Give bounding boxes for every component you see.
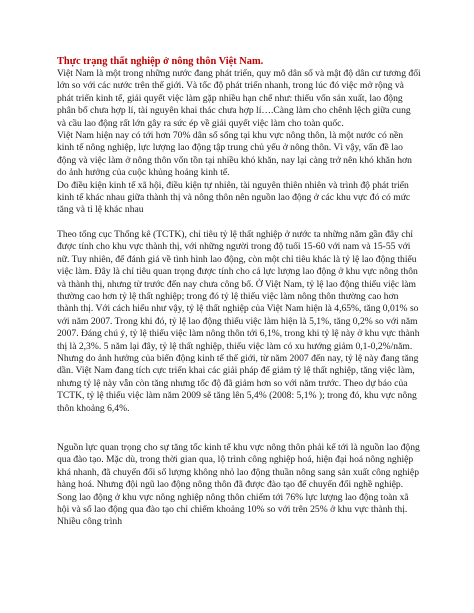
document-title: Thực trạng thất nghiệp ở nông thôn Việt Nam. <box>57 56 264 67</box>
paragraph-spacer <box>57 415 422 442</box>
paragraph-1: Việt Nam là một trong những nước đang phát triển, quy mô dân số và mật độ dân cư tương đối lớn so với các nước trên thế giới. Và tốc độ phát triển nhanh, trong lúc đó việc mở rộng và phát triển kinh tế, giải quyết việc làm gặp nhiều hạn chế như: thiếu vốn sản xuất, lao động phân bố chưa hợp lí, tài nguyên khai thác chưa hợp lí….Càng làm cho chênh lệch giữa cung và cầu lao động rất lớn gây ra sức ép về giải quyết việc làm cho toàn quốc. <box>57 68 421 129</box>
document-page <box>57 55 422 529</box>
paragraph-3: Do điều kiện kinh tế xã hội, điều kiện tự nhiên, tài nguyên thiên nhiên và trình độ phát triển kinh tế khác nhau giữa thành thị và nông thôn nên nguồn lao động ở các khu vực đó có mức tăng và tỉ lệ khác nhau <box>57 179 411 216</box>
paragraph-spacer <box>57 217 422 229</box>
paragraph-5: Nguồn lực quan trọng cho sự tăng tốc kinh tế khu vực nông thôn phải kể tới là nguồn lao động qua đào tạo. Mặc dù, trong thời gian qua, lộ trình công nghiệp hoá, hiện đại hoá nông nghiệp khá nhanh, đã chuyển đổi số lượng không nhỏ lao động thuần nông sang sản xuất công nghiệp hàng hoá. Nhưng đội ngũ lao động nông thôn đã được đào tạo để chuyển đổi nghề nghiệp. Song lao động ở khu vực nông nghiệp nông thôn chiếm tới 76% lực lượng lao động toàn xã hội và số lao động qua đào tạo chỉ chiếm khoảng 10% so với trên 25% ở khu vực thành thị. Nhiều công trình <box>57 441 420 528</box>
paragraph-2: Việt Nam hiện nay có tới hơn 70% dân số sống tại khu vực nông thôn, là một nước có nền kinh tế nông nghiệp, lực lượng lao động tập trung chủ yếu ở nông thôn. Vì vậy, vấn đề lao động và việc làm ở nông thôn vốn tồn tại nhiều khó khăn, nay lại càng trở nên khó khăn hơn do ảnh hưởng của cuộc khủng hoảng kinh tế. <box>57 130 412 179</box>
paragraph-4: Theo tổng cục Thống kê (TCTK), chỉ tiêu tỷ lệ thất nghiệp ở nước ta những năm gần đây chỉ được tính cho khu vực thành thị, với những người trong độ tuổi 15-60 với nam và 15-55 với nữ. Tuy nhiên, để đánh giá về tình hình lao động, còn một chỉ tiêu khác là tỷ lệ lao động thiếu việc làm. Đây là chỉ tiêu quan trọng được tính cho cả lực lượng lao động ở khu vực nông thôn và thành thị, nhưng từ trước đến nay chưa công bố. Ở Việt Nam, tỷ lệ lao động thiếu việc làm thường cao hơn tỷ lệ thất nghiệp; trong đó tỷ lệ thiếu việc làm nông thôn thường cao hơn thành thị. Với cách hiểu như vậy, tỷ lệ thất nghiệp của Việt Nam hiện là 4,65%, tăng 0,01% so với năm 2007. Trong khi đó, tỷ lệ lao động thiếu việc làm hiện là 5,1%, tăng 0,2% so với năm 2007. Đáng chú ý, tỷ lệ thiếu việc làm nông thôn tới 6,1%, trong khi tỷ lệ này ở khu vực thành thị là 2,3%. 5 năm lại đây, tỷ lệ thất nghiệp, thiếu việc làm có xu hướng giảm 0,1-0,2%/năm. Nhưng do ảnh hưởng của biến động kinh tế thế giới, từ năm 2007 đến nay, tỷ lệ này đang tăng dần. Việt Nam đang tích cực triển khai các giải pháp để giảm tỷ lệ thất nghiệp, tăng việc làm, nhưng tỷ lệ này vẫn còn tăng nhưng tốc độ đã giảm hơn so với năm trước. Theo dự báo của TCTK, tỷ lệ thiếu việc làm năm 2009 sẽ tăng lên 5,4% (2008: 5,1% ); trong đó, khu vực nông thôn khoảng 6,4%. <box>57 228 420 414</box>
